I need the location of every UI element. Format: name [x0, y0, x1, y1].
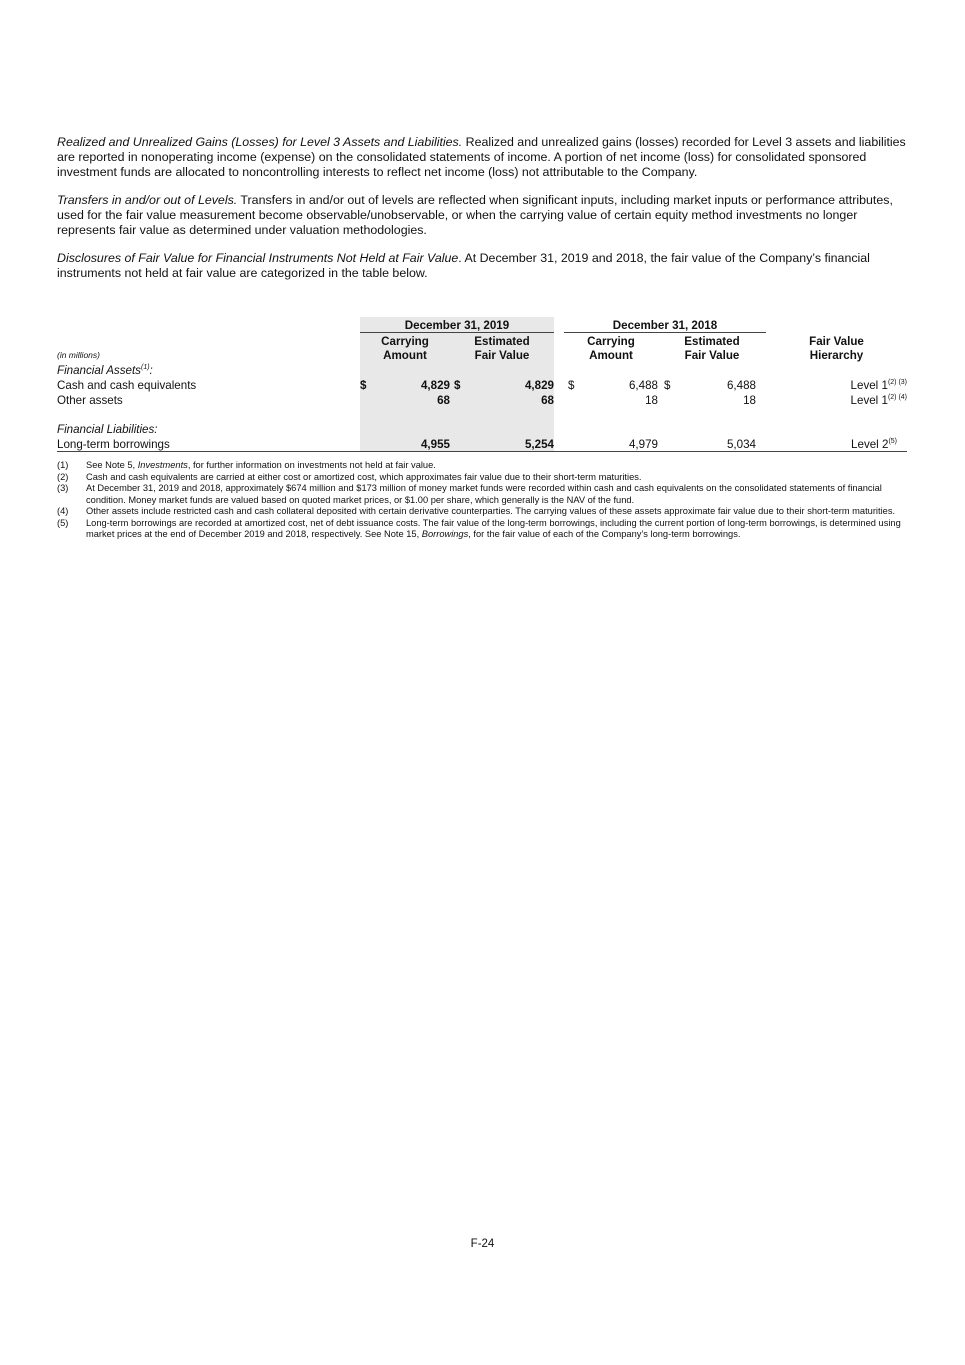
currency-symbol: $ — [664, 378, 671, 392]
cell-carrying-2019: 4,955 — [370, 436, 450, 451]
paragraph-heading: Realized and Unrealized Gains (Losses) for Level 3 Assets and Liabilities. — [57, 135, 463, 149]
paragraph-body: Transfers in and/or out of levels are reflected when significant inputs, including market inputs or performance attributes, used for the fair value measurement become observable/unobservable, or when the carrying value of certain equity method investments no longer represents fair value as determined under valuation methodologies. — [57, 193, 893, 237]
footnote-italic: Borrowings — [421, 529, 469, 539]
cell-carrying-2018: 6,488 — [628, 378, 658, 392]
section-financial-liabilities — [57, 422, 907, 437]
cell-carrying-2018: 18 — [645, 393, 658, 407]
footnote-1 — [57, 460, 907, 472]
section-financial-assets — [57, 362, 907, 377]
currency-symbol: $ — [450, 377, 467, 392]
footnote-2 — [57, 472, 907, 484]
period-header-2019: December 31, 2019 — [360, 317, 554, 332]
cell-fairvalue-2018: 6,488 — [726, 378, 756, 392]
cell-carrying-2019: 68 — [370, 392, 450, 407]
footnote-text: Long-term borrowings are recorded at amortized cost, net of debt issuance costs. The fair value of the long-term borrowings, including the current portion of long-term borrowings, is determined using market prices at the end of December 2019 and 2018, respectively. See Note 15, — [86, 517, 901, 539]
footnote-italic: Investments — [137, 460, 188, 470]
col-header-estimated-2018: Estimated — [684, 334, 740, 348]
fair-value-table — [57, 317, 907, 452]
cell-fairvalue-2018: 5,034 — [672, 436, 766, 451]
cell-carrying-2018: 4,979 — [578, 436, 658, 451]
col-header-hierarchy-2: Hierarchy — [809, 349, 864, 363]
footnote-number: (3) — [57, 483, 69, 493]
footnote-ref: (1) — [140, 364, 150, 372]
footnote-ref: (5) — [888, 438, 897, 446]
cell-fairvalue-2018: 18 — [743, 393, 756, 407]
section-label: Financial Liabilities: — [57, 423, 158, 437]
row-label: Other assets — [57, 393, 123, 407]
col-header-estimated-2019: Estimated — [450, 332, 554, 347]
paragraph-disclosures — [57, 251, 907, 281]
footnote-ref: (2) (4) — [887, 393, 907, 401]
table-row — [57, 392, 907, 407]
cell-hierarchy: Level 1 — [850, 378, 888, 392]
col-header-carrying-2018: Carrying — [587, 334, 635, 348]
footnote-text: , for the fair value of each of the Company’s long-term borrowings. — [468, 529, 741, 539]
col-header-amount-2018: Amount — [589, 349, 633, 363]
footnote-text: Other assets include restricted cash and cash collateral deposited with certain derivative counterparties. The carrying values of these assets approximate fair value due to their short-term maturities. — [86, 506, 896, 516]
cell-hierarchy: Level 2 — [851, 438, 889, 452]
cell-fairvalue-2019: 5,254 — [467, 436, 554, 451]
footnote-text: Cash and cash equivalents are carried at either cost or amortized cost, which approximates fair value due to their short-term maturities. — [86, 471, 642, 482]
cell-fairvalue-2019: 4,829 — [467, 377, 554, 392]
footnote-number: (5) — [57, 517, 69, 528]
col-header-fairvalue-2019: Fair Value — [450, 348, 554, 363]
footnote-5 — [57, 518, 907, 541]
col-header-hierarchy: Fair Value — [809, 334, 864, 348]
footnote-number: (4) — [57, 506, 69, 516]
col-header-fairvalue-2018: Fair Value — [684, 349, 740, 363]
section-label: Financial Assets — [57, 364, 141, 378]
table-header-label-row-2 — [57, 348, 907, 363]
footnote-text: At December 31, 2019 and 2018, approximately $674 million and $173 million of money market funds were recorded within cash and cash equivalents on the consolidated statements of financial condition. Money market funds are valued based on quoted market prices, or $1.00 per share, which generally is the NAV of the fund. — [86, 483, 882, 505]
paragraph-level3-gains — [57, 135, 907, 180]
col-header-carrying-2019: Carrying — [360, 332, 450, 347]
footnote-3 — [57, 483, 907, 506]
paragraph-heading: Transfers in and/or out of Levels. — [57, 193, 238, 207]
page-number: F-24 — [470, 1238, 495, 1250]
period-header-2018: December 31, 2018 — [564, 317, 766, 332]
table-spacer-row — [57, 407, 907, 422]
currency-symbol: $ — [360, 377, 370, 392]
units-note: (in millions) — [57, 350, 100, 361]
footnote-ref: (2) (3) — [887, 379, 907, 387]
table-row — [57, 377, 907, 392]
col-header-amount-2019: Amount — [360, 348, 450, 363]
cell-fairvalue-2019: 68 — [467, 392, 554, 407]
footnote-number: (2) — [57, 471, 69, 482]
footnote-number: (1) — [57, 460, 69, 470]
paragraph-body: . At December 31, 2019 and 2018, the fair value of the Company’s financial instruments not held at fair value are categorized in the table below. — [57, 251, 870, 280]
paragraph-heading: Disclosures of Fair Value for Financial Instruments Not Held at Fair Value — [57, 251, 459, 265]
table-header-period-row — [57, 317, 907, 332]
table-header-label-row-1 — [57, 332, 907, 347]
footnote-text: , for further information on investments not held at fair value. — [187, 460, 436, 470]
row-label: Cash and cash equivalents — [57, 378, 197, 392]
paragraph-transfers — [57, 193, 907, 238]
footnotes — [57, 460, 907, 541]
footnote-text: See Note 5, — [86, 460, 138, 470]
table-row — [57, 436, 907, 451]
row-label: Long-term borrowings — [57, 436, 360, 451]
footnote-4 — [57, 506, 907, 518]
currency-symbol: $ — [568, 378, 575, 392]
section-label-colon: : — [149, 364, 153, 378]
cell-hierarchy: Level 1 — [850, 393, 888, 407]
cell-carrying-2019: 4,829 — [370, 377, 450, 392]
paragraph-body: Realized and unrealized gains (losses) recorded for Level 3 assets and liabilities are reported in nonoperating income (expense) on the consolidated statements of income. A portion of net income (loss) for consolidated sponsored investment funds are allocated to noncontrolling interests to reflect net income (loss) not attributable to the Company. — [57, 135, 906, 179]
